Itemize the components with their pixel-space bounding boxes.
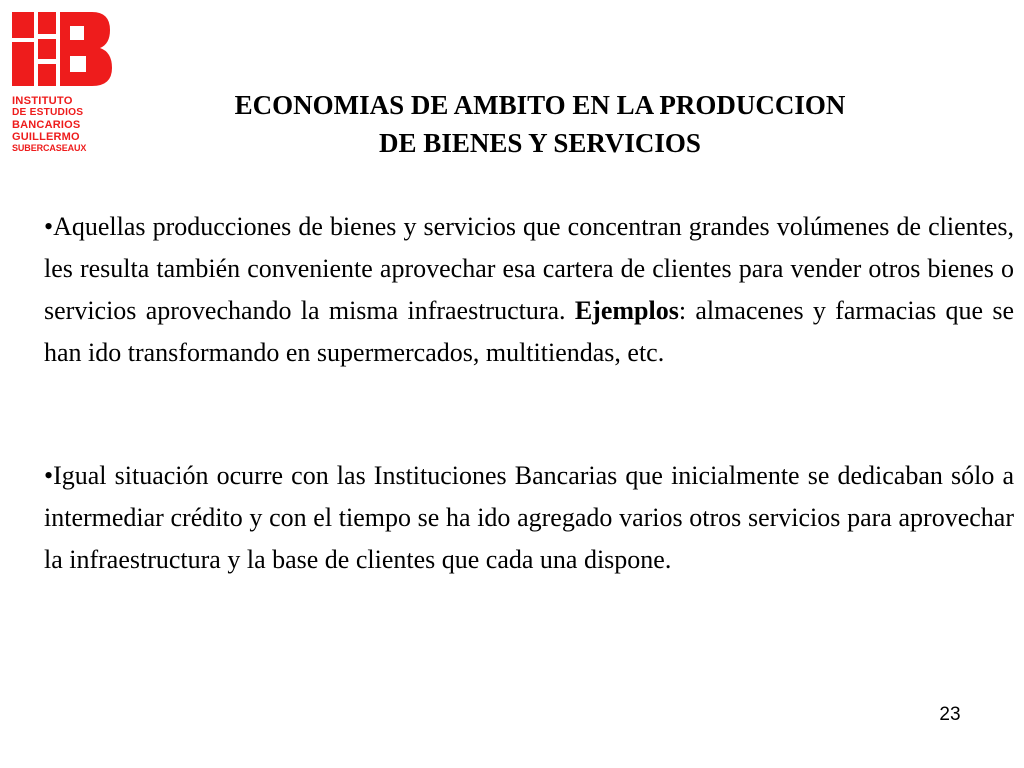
slide-title [130,86,950,162]
page-number: 23 [939,704,961,725]
paragraph-text: •Aquellas producciones de bienes y servicios que concentran grandes volúmenes de clientes, les resulta también conveniente aprovechar esa cartera de clientes para vender otros bienes o servicios aprovechando la misma infraestructura. [44,212,1014,325]
bullet-paragraph-2 [44,455,1014,581]
institution-logo [12,12,112,162]
logo-text-line: BANCARIOS [12,119,81,131]
examples-label: Ejemplos [574,296,679,325]
logo-text-line: GUILLERMO [12,131,80,143]
paragraph-text: : almacenes y farmacias que se han ido transformando en supermercados, multitiendas, etc. [44,296,1014,367]
logo-text-line: DE ESTUDIOS [12,107,84,118]
logo-text-line: SUBERCASEAUX [12,143,87,153]
paragraph-text: •Igual situación ocurre con las Instituciones Bancarias que inicialmente se dedicaban sólo a intermediar crédito y con el tiempo se ha ido agregado varios otros servicios para aprovechar la infraestructura y la base de clientes que cada una dispone. [44,461,1014,574]
bullet-paragraph-1 [44,206,1014,374]
title-line-2: DE BIENES Y SERVICIOS [379,128,701,158]
logo-mark-icon [12,12,112,92]
logo-text-line: INSTITUTO [12,95,73,107]
title-line-1: ECONOMIAS DE AMBITO EN LA PRODUCCION [234,90,846,120]
